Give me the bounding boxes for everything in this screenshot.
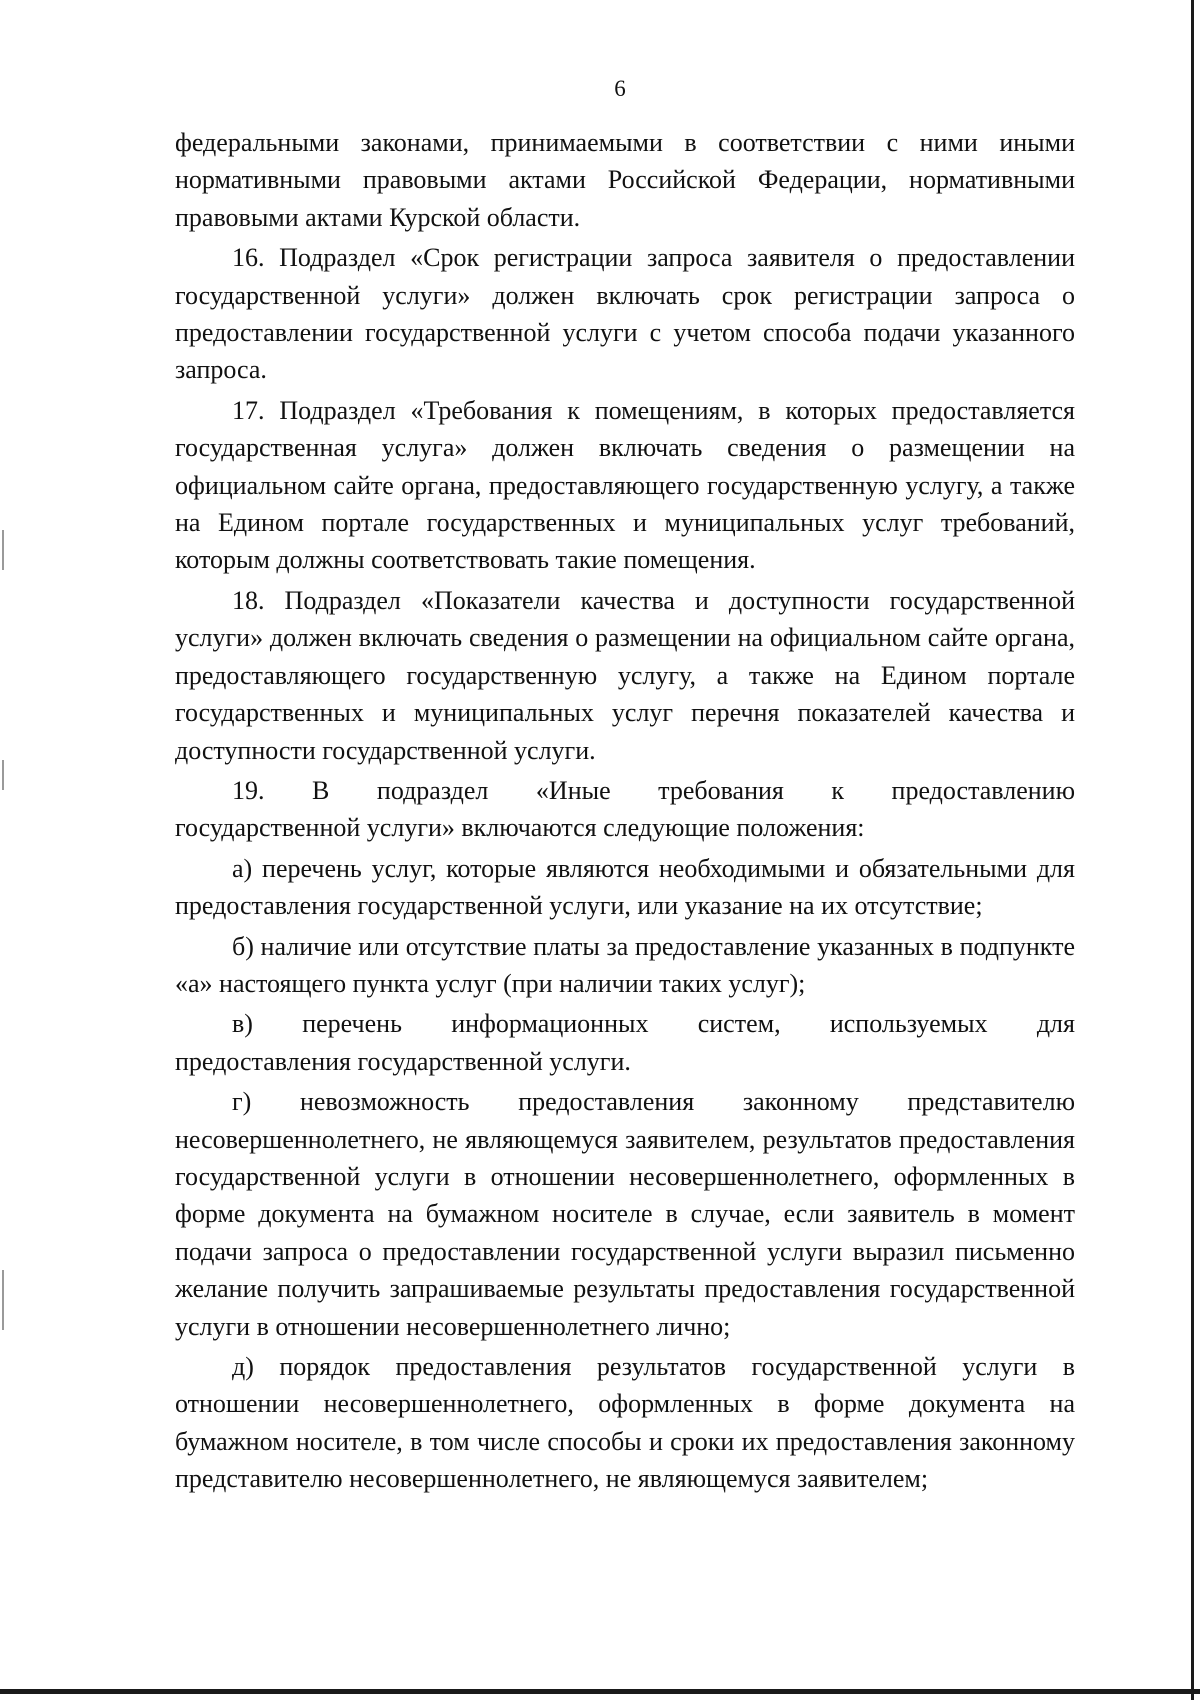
paragraph-18: 18. Подраздел «Показатели качества и доступности государственной услуги» должен включать сведения о размещении на официальном сайте органа, предоставляющего государственную услугу, а также на Едином портале государственных и муниципальных услуг перечня показателей качества и доступности государственной услуги. <box>175 585 1075 765</box>
subitem-b: б) наличие или отсутствие платы за предоставление указанных в подпункте «а» настоящего пункта услуг (при наличии таких услуг); <box>175 931 1075 998</box>
scan-left-mark <box>2 760 4 790</box>
scan-left-mark <box>2 530 4 570</box>
scan-left-mark <box>2 1270 4 1330</box>
scan-right-border <box>1191 0 1194 1700</box>
subitem-g: г) невозможность предоставления законному представителю несовершеннолетнего, не являющемуся заявителем, результатов предоставления государственной услуги в отношении несовершеннолетнего, оформленных в форме документа на бумажном носителе в случае, если заявитель в момент подачи запроса о предоставлении государственной услуги выразил письменно желание получить запрашиваемые результаты предоставления государственной услуги в отношении несовершеннолетнего лично; <box>175 1087 1075 1341</box>
paragraph-continuation: федеральными законами, принимаемыми в соответствии с ними иными нормативными правовыми актами Российской Федерации, нормативными правовыми актами Курской области. <box>175 128 1075 232</box>
paragraph-17: 17. Подраздел «Требования к помещениям, в которых предоставляется государственная услуга» должен включать сведения о размещении на официальном сайте органа, предоставляющего государственную услугу, а также на Едином портале государственных и муниципальных услуг требований, которым должны соответствовать такие помещения. <box>175 395 1075 575</box>
paragraph-19-line-2: государственной услуги» включаются следующие положения: <box>175 813 865 843</box>
paragraph-16: 16. Подраздел «Срок регистрации запроса заявителя о предоставлении государственной услуги» должен включать срок регистрации запроса о предоставлении государственной услуги с учетом способа подачи указанного запроса. <box>175 243 1075 385</box>
subitem-v-line-1: в) перечень информационных систем, используемых для <box>232 1009 1075 1039</box>
scan-bottom-border <box>0 1689 1200 1694</box>
subitem-v-line-2: предоставления государственной услуги. <box>175 1046 631 1076</box>
document-body <box>175 124 1075 1501</box>
page-number: 6 <box>614 76 626 101</box>
subitem-a: а) перечень услуг, которые являются необходимыми и обязательными для предоставления государственной услуги, или указание на их отсутствие; <box>175 853 1075 921</box>
subitem-d: д) порядок предоставления результатов государственной услуги в отношении несовершеннолетнего, оформленных в форме документа на бумажном носителе, в том числе способы и сроки их предоставления законному представителю несовершеннолетнего, не являющемуся заявителем; <box>175 1352 1075 1494</box>
paragraph-19-line-1: 19. В подраздел «Иные требования к предоставлению <box>232 775 1075 805</box>
